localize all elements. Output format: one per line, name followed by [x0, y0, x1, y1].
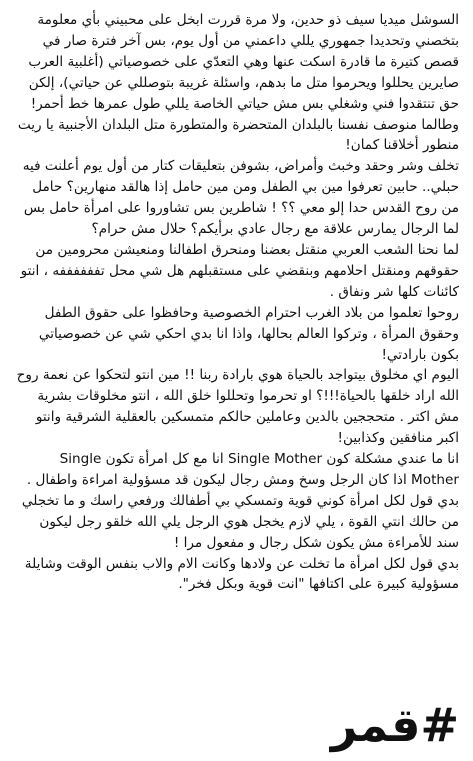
paragraph-criticism: تخلف وشر وحقد وخبث وأمراض، بشوفن بتعليقات كتار من أول يوم أعلنت فيه حبلي.. حابين تعرفوا مين بي الطفل ومن مين حامل إذا هالقد منهارين؟ حامل من روح القدس حدا إلو معي ؟؟ ! شاطرين بس تشاوروا على امرأة حامل بس لما الرجال يمارس علاقة مع رجال عادي برأيكم؟ حلال مش حرام؟ — [22, 158, 459, 238]
paragraph-arab-society: لما نحنا الشعب العربي منقتل بعضنا ومنحرق اطفالنا ومنعيشن محرومين من حقوقهم ومنقتل احلامهم وبنقضي على مستقبلهم هل شي محل تففففففه ، انتو كائنات كلها شر ونفاق . — [20, 241, 459, 300]
paragraph-intro: السوشل ميديا سيف ذو حدين، ولا مرة قررت ابخل على محبيني بأي معلومة بتخصني وتحديدا جمهوري يللي داعمني من أول يوم، بس آخر فترة صار في قصص كتيرة ما قادرة اسكت عنها وهي التعدّي على خصوصياتي (أغلبية العرب صايرين يحللوا ويحرموا متل ما بدهم، واسئلة غريبة بتوصللي عن حياتي)، إلكن حق تنتقدوا فني وشغلي بس مش حياتي الخاصة يللي طول عمرها خط أحمر! وطالما منوصف نفسنا بالبلدان المتحضرة والمتطورة متل البلدان الأجنبية يا ريت منطور أخلاقنا كمان! — [17, 12, 459, 154]
paragraph-creation: اليوم اي مخلوق بيتواجد بالحياة هوي بارادة ربنا !! مين انتو لتحكوا عن نعمة روح الله اراد خلقها بالحياة!!!؟ او تحرموا وتحللوا خلق الله ، انتو مخلوقات بشرية مش اكتر . متحججين بالدين وعاملين حالكم متمسكين بالعقلية الشرقية وانتو اكبر منافقين وكذابين! — [16, 367, 459, 447]
paragraph-privacy: روحوا تعلموا من بلاد الغرب احترام الخصوصية وحافظوا على حقوق الطفل وحقوق المرأة ، وتركوا العالم بحالها، واذا انا بدي احكي شي عن خصوصياتي بكون بارادتي! — [38, 304, 459, 363]
paragraph-closing: بدي قول لكل امرأة ما تخلت عن ولادها وكانت الام والاب بنفس الوقت وشايلة مسؤولية كبيرة على اكتافها "انت قوية وبكل فخر". — [24, 555, 459, 593]
signature-hashtag: #قمر — [330, 698, 459, 752]
post-text — [14, 10, 459, 595]
paragraph-single-mother: انا ما عندي مشكلة كون Single Mother انا مع كل امرأة تكون Single Mother اذا كان الرجل وسخ ومش رجال ليكون قد مسؤولية امراءة واطفال . بدي قول لكل امرأة كوني قوية وتمسكي بي أطفالك ورفعي راسك و ما تخجلي من حالك انتي القوة ، يلي لازم يخجل هوي الرجل يلي الله خلقو رجل ليكون سند للأمراءة مش يكون شكل رجال و مفعول مرا ! — [21, 451, 459, 551]
